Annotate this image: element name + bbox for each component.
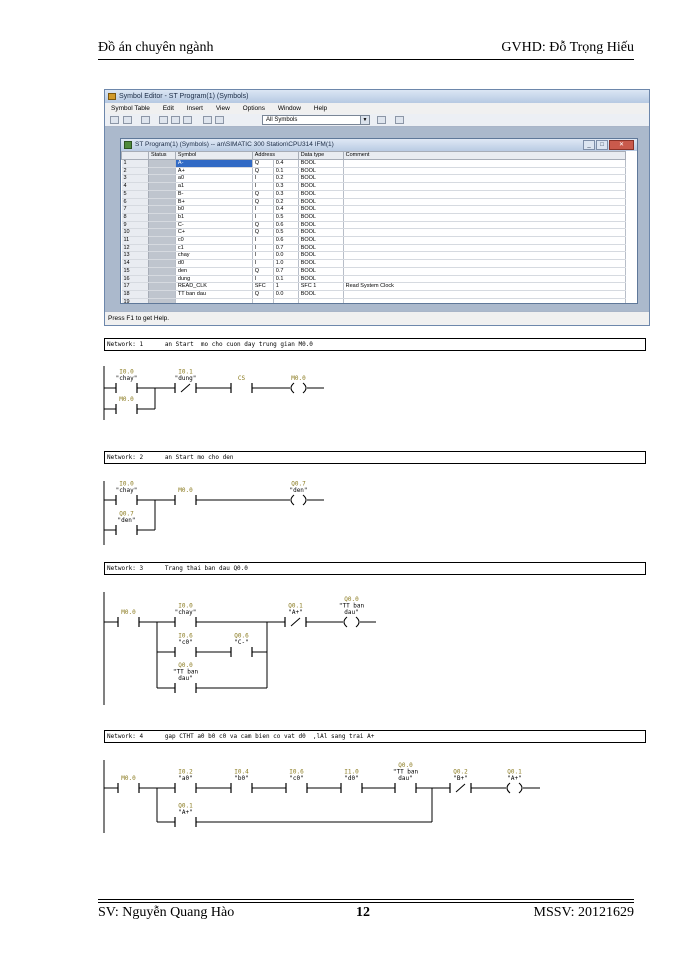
output-coil[interactable] bbox=[504, 769, 525, 794]
row-address-number[interactable]: 1 bbox=[273, 283, 298, 291]
row-address-number[interactable]: 0.2 bbox=[273, 175, 298, 183]
row-symbol[interactable]: A+ bbox=[175, 167, 252, 175]
operand-address: Q0.0 bbox=[398, 762, 413, 769]
row-symbol[interactable]: c0 bbox=[175, 237, 252, 245]
operand-symbol: dau" bbox=[398, 775, 413, 782]
row-number: 12 bbox=[122, 244, 149, 252]
operand-address: Q0.7 bbox=[291, 480, 306, 488]
operand-address: CS bbox=[237, 375, 246, 382]
operand-symbol: "TT ban bbox=[338, 602, 365, 610]
row-number: 19 bbox=[122, 298, 149, 304]
row-number: 2 bbox=[122, 167, 149, 175]
row-address-area[interactable]: I bbox=[252, 260, 273, 268]
row-datatype[interactable]: BOOL bbox=[298, 229, 343, 237]
operand-symbol: "chay" bbox=[115, 375, 138, 382]
menu-symbol-table[interactable]: Symbol Table bbox=[111, 105, 150, 112]
footer-student-id: MSSV: 20121629 bbox=[533, 905, 634, 920]
row-address-area[interactable]: Q bbox=[252, 267, 273, 275]
network-1-label: Network: 1 bbox=[107, 341, 144, 348]
row-comment[interactable]: Read System Clock bbox=[343, 283, 625, 291]
col-datatype[interactable]: Data type bbox=[298, 152, 343, 160]
row-address-area[interactable]: Q bbox=[252, 221, 273, 229]
network-4-comment: gap CTHT a0 b0 c0 va cam bien co vat d0 ,lAl sang trai A+ bbox=[164, 733, 375, 740]
output-coil[interactable] bbox=[339, 596, 365, 627]
col-symbol[interactable]: Symbol bbox=[175, 152, 252, 160]
row-address-number[interactable]: 0.3 bbox=[273, 190, 298, 198]
row-number: 17 bbox=[122, 283, 149, 291]
operand-symbol: "A+" bbox=[178, 809, 193, 816]
row-address-number[interactable]: 0.0 bbox=[273, 290, 298, 298]
row-symbol[interactable]: b0 bbox=[175, 206, 252, 214]
no-contact[interactable] bbox=[175, 487, 196, 505]
row-symbol[interactable]: den bbox=[175, 267, 252, 275]
row-symbol[interactable]: C+ bbox=[175, 229, 252, 237]
operand-symbol: dau" bbox=[344, 609, 359, 616]
status-bar: Press F1 to get Help. bbox=[105, 311, 650, 325]
menu-insert[interactable]: Insert bbox=[186, 105, 203, 112]
no-contact[interactable] bbox=[175, 633, 196, 658]
row-address-number[interactable]: 0.3 bbox=[273, 183, 298, 191]
no-contact[interactable] bbox=[116, 369, 138, 394]
operand-address: M0.0 bbox=[119, 396, 134, 403]
operand-symbol: "den" bbox=[289, 487, 308, 494]
operand-symbol: dau" bbox=[178, 675, 193, 682]
operand-address: Q0.0 bbox=[178, 662, 193, 669]
row-symbol[interactable]: READ_CLK bbox=[175, 283, 252, 291]
row-datatype[interactable]: BOOL bbox=[298, 190, 343, 198]
child-title: ST Program(1) (Symbols) -- an\SIMATIC 300 Station\CPU314 IFM(1) bbox=[135, 141, 334, 148]
row-symbol[interactable]: c1 bbox=[175, 244, 252, 252]
row-number: 18 bbox=[122, 290, 149, 298]
row-datatype[interactable]: BOOL bbox=[298, 260, 343, 268]
operand-symbol: "C-" bbox=[234, 639, 249, 646]
row-datatype[interactable]: BOOL bbox=[298, 267, 343, 275]
row-address-area[interactable]: Q bbox=[252, 190, 273, 198]
row-address-number[interactable]: 0.0 bbox=[273, 252, 298, 260]
row-address-number[interactable]: 0.5 bbox=[273, 229, 298, 237]
no-contact[interactable] bbox=[116, 481, 138, 506]
nc-contact[interactable] bbox=[285, 603, 306, 628]
window-title: Symbol Editor - ST Program(1) (Symbols) bbox=[119, 93, 249, 100]
maximize-button[interactable]: □ bbox=[596, 140, 608, 150]
menu-options[interactable]: Options bbox=[242, 105, 266, 112]
no-contact[interactable] bbox=[116, 396, 137, 414]
row-number: 6 bbox=[122, 198, 149, 206]
no-contact[interactable] bbox=[175, 603, 197, 628]
col-address[interactable]: Address bbox=[252, 152, 298, 160]
operand-symbol: "TT ban bbox=[392, 768, 419, 776]
row-symbol[interactable]: C- bbox=[175, 221, 252, 229]
row-address-number[interactable]: 0.6 bbox=[273, 237, 298, 245]
row-datatype[interactable]: SFC 1 bbox=[298, 283, 343, 291]
footer-student: SV: Nguyễn Quang Hào bbox=[98, 905, 235, 920]
row-symbol[interactable]: dung bbox=[175, 275, 252, 283]
operand-address: M0.0 bbox=[121, 775, 136, 782]
row-address-area[interactable]: Q bbox=[252, 290, 273, 298]
row-number: 1 bbox=[122, 160, 149, 168]
row-address-area[interactable]: SFC bbox=[252, 283, 273, 291]
row-address-number[interactable]: 0.7 bbox=[273, 267, 298, 275]
row-address-number[interactable]: 1.0 bbox=[273, 260, 298, 268]
row-address-area[interactable]: I bbox=[252, 206, 273, 214]
row-address-number[interactable]: 0.7 bbox=[273, 244, 298, 252]
row-address-area[interactable]: Q bbox=[252, 229, 273, 237]
operand-address: I0.0 bbox=[178, 602, 193, 610]
operand-address: I0.0 bbox=[119, 368, 134, 376]
page-number: 12 bbox=[356, 905, 370, 920]
operand-address: Q0.7 bbox=[119, 510, 134, 518]
operand-symbol: "chay" bbox=[115, 487, 138, 494]
row-datatype[interactable]: BOOL bbox=[298, 244, 343, 252]
operand-symbol: "B+" bbox=[453, 775, 468, 782]
no-contact[interactable] bbox=[393, 762, 419, 793]
row-symbol[interactable]: B+ bbox=[175, 198, 252, 206]
no-contact[interactable] bbox=[231, 769, 252, 794]
row-symbol[interactable]: b1 bbox=[175, 213, 252, 221]
operand-symbol: "A+" bbox=[288, 609, 303, 616]
row-number: 11 bbox=[122, 237, 149, 245]
row-number: 15 bbox=[122, 267, 149, 275]
no-contact[interactable] bbox=[286, 769, 307, 794]
no-contact[interactable] bbox=[118, 609, 139, 627]
operand-address: I0.1 bbox=[178, 368, 193, 376]
col-status[interactable]: Status bbox=[148, 152, 175, 160]
footer-rule bbox=[98, 899, 634, 900]
operand-symbol: "c0" bbox=[178, 639, 193, 646]
operand-address: Q0.1 bbox=[507, 768, 522, 776]
no-contact[interactable] bbox=[173, 662, 199, 693]
row-symbol[interactable]: a1 bbox=[175, 183, 252, 191]
output-coil[interactable] bbox=[288, 481, 309, 506]
row-symbol[interactable]: chay bbox=[175, 252, 252, 260]
network-3-comment: Trang thai ban dau Q0.0 bbox=[164, 565, 248, 572]
header-advisor: GVHD: Đỗ Trọng Hiếu bbox=[501, 40, 634, 55]
operand-address: Q0.6 bbox=[234, 632, 249, 640]
row-number: 9 bbox=[122, 221, 149, 229]
row-address-area[interactable]: I bbox=[252, 275, 273, 283]
row-address-area[interactable]: I bbox=[252, 237, 273, 245]
row-symbol[interactable]: d0 bbox=[175, 260, 252, 268]
chevron-down-icon[interactable]: ▼ bbox=[360, 116, 369, 124]
operand-symbol: "a0" bbox=[178, 775, 193, 782]
col-comment[interactable]: Comment bbox=[343, 152, 625, 160]
network-3-label: Network: 3 bbox=[107, 565, 144, 572]
operand-symbol: "d0" bbox=[344, 775, 359, 782]
row-address-area[interactable]: I bbox=[252, 183, 273, 191]
no-contact[interactable] bbox=[231, 375, 252, 393]
operand-symbol: "b0" bbox=[234, 775, 249, 782]
row-datatype[interactable]: BOOL bbox=[298, 275, 343, 283]
row-datatype[interactable]: BOOL bbox=[298, 167, 343, 175]
row-symbol[interactable]: B- bbox=[175, 190, 252, 198]
row-datatype[interactable]: BOOL bbox=[298, 183, 343, 191]
operand-symbol: "TT ban bbox=[172, 668, 199, 676]
row-datatype[interactable]: BOOL bbox=[298, 237, 343, 245]
operand-address: I0.4 bbox=[234, 768, 249, 776]
nc-contact[interactable] bbox=[175, 369, 197, 394]
row-datatype[interactable]: BOOL bbox=[298, 213, 343, 221]
operand-address: M0.0 bbox=[291, 375, 306, 382]
row-address-number[interactable]: 0.6 bbox=[273, 221, 298, 229]
no-contact[interactable] bbox=[175, 769, 196, 794]
row-number: 5 bbox=[122, 190, 149, 198]
row-datatype[interactable]: BOOL bbox=[298, 221, 343, 229]
row-address-area[interactable]: I bbox=[252, 252, 273, 260]
operand-address: I0.6 bbox=[289, 768, 304, 776]
operand-address: I0.6 bbox=[178, 632, 193, 640]
row-symbol[interactable]: TT ban dau bbox=[175, 290, 252, 298]
row-datatype[interactable]: BOOL bbox=[298, 206, 343, 214]
menu-edit[interactable]: Edit bbox=[162, 105, 174, 112]
row-datatype[interactable]: BOOL bbox=[298, 175, 343, 183]
row-number: 7 bbox=[122, 206, 149, 214]
row-address-number[interactable]: 0.4 bbox=[273, 160, 298, 168]
menu-window[interactable]: Window bbox=[277, 105, 301, 112]
row-datatype[interactable]: BOOL bbox=[298, 198, 343, 206]
operand-symbol: "A+" bbox=[507, 775, 522, 782]
row-address-area[interactable]: Q bbox=[252, 198, 273, 206]
operand-address: Q0.1 bbox=[178, 802, 193, 810]
row-datatype[interactable]: BOOL bbox=[298, 160, 343, 168]
no-contact[interactable] bbox=[116, 511, 137, 536]
row-address-area[interactable]: I bbox=[252, 175, 273, 183]
row-number: 14 bbox=[122, 260, 149, 268]
menu-help[interactable]: Help bbox=[313, 105, 328, 112]
symbol-filter-value: All Symbols bbox=[266, 117, 298, 123]
row-address-area[interactable]: Q bbox=[252, 160, 273, 168]
operand-symbol: "den" bbox=[117, 517, 136, 524]
row-address-area[interactable]: I bbox=[252, 213, 273, 221]
operand-address: Q0.1 bbox=[288, 602, 303, 610]
operand-symbol: "c0" bbox=[289, 775, 304, 782]
no-contact[interactable] bbox=[341, 769, 362, 794]
minimize-button[interactable]: _ bbox=[583, 140, 595, 150]
row-address-number[interactable]: 0.2 bbox=[273, 198, 298, 206]
row-address-area[interactable]: I bbox=[252, 244, 273, 252]
row-address-number[interactable]: 0.1 bbox=[273, 275, 298, 283]
operand-address: M0.0 bbox=[121, 609, 136, 616]
nc-contact[interactable] bbox=[450, 769, 471, 794]
no-contact[interactable] bbox=[231, 633, 252, 658]
operand-address: I0.2 bbox=[178, 768, 193, 776]
row-number: 10 bbox=[122, 229, 149, 237]
no-contact[interactable] bbox=[175, 803, 196, 828]
row-address-number[interactable]: 0.1 bbox=[273, 167, 298, 175]
operand-symbol: "dung" bbox=[174, 375, 197, 382]
operand-address: I0.0 bbox=[119, 480, 134, 488]
network-3-ladder bbox=[104, 592, 376, 705]
row-datatype[interactable]: BOOL bbox=[298, 252, 343, 260]
network-4-ladder bbox=[104, 760, 540, 833]
header-course: Đồ án chuyên ngành bbox=[98, 40, 214, 55]
row-number: 13 bbox=[122, 252, 149, 260]
row-number: 16 bbox=[122, 275, 149, 283]
output-coil[interactable] bbox=[288, 375, 309, 393]
network-1-comment: an Start mo cho cuon day trung gian M0.0 bbox=[164, 341, 313, 348]
row-number: 4 bbox=[122, 183, 149, 191]
operand-symbol: "chay" bbox=[174, 609, 197, 616]
row-address-area[interactable]: Q bbox=[252, 167, 273, 175]
row-address-number[interactable]: 0.4 bbox=[273, 206, 298, 214]
footer-rule-thin bbox=[98, 902, 634, 903]
network-4-label: Network: 4 bbox=[107, 733, 144, 740]
network-2-comment: an Start mo cho den bbox=[164, 454, 234, 461]
row-symbol[interactable]: A- bbox=[175, 160, 252, 168]
close-button[interactable]: ✕ bbox=[609, 140, 634, 150]
no-contact[interactable] bbox=[118, 775, 139, 793]
network-2-label: Network: 2 bbox=[107, 454, 144, 461]
row-symbol[interactable]: a0 bbox=[175, 175, 252, 183]
menu-view[interactable]: View bbox=[215, 105, 230, 112]
row-number: 8 bbox=[122, 213, 149, 221]
row-datatype[interactable]: BOOL bbox=[298, 290, 343, 298]
operand-address: I1.0 bbox=[344, 768, 359, 776]
operand-address: Q0.0 bbox=[344, 596, 359, 603]
operand-address: Q0.2 bbox=[453, 768, 468, 776]
operand-address: M0.0 bbox=[178, 487, 193, 494]
row-number: 3 bbox=[122, 175, 149, 183]
row-address-number[interactable]: 0.5 bbox=[273, 213, 298, 221]
